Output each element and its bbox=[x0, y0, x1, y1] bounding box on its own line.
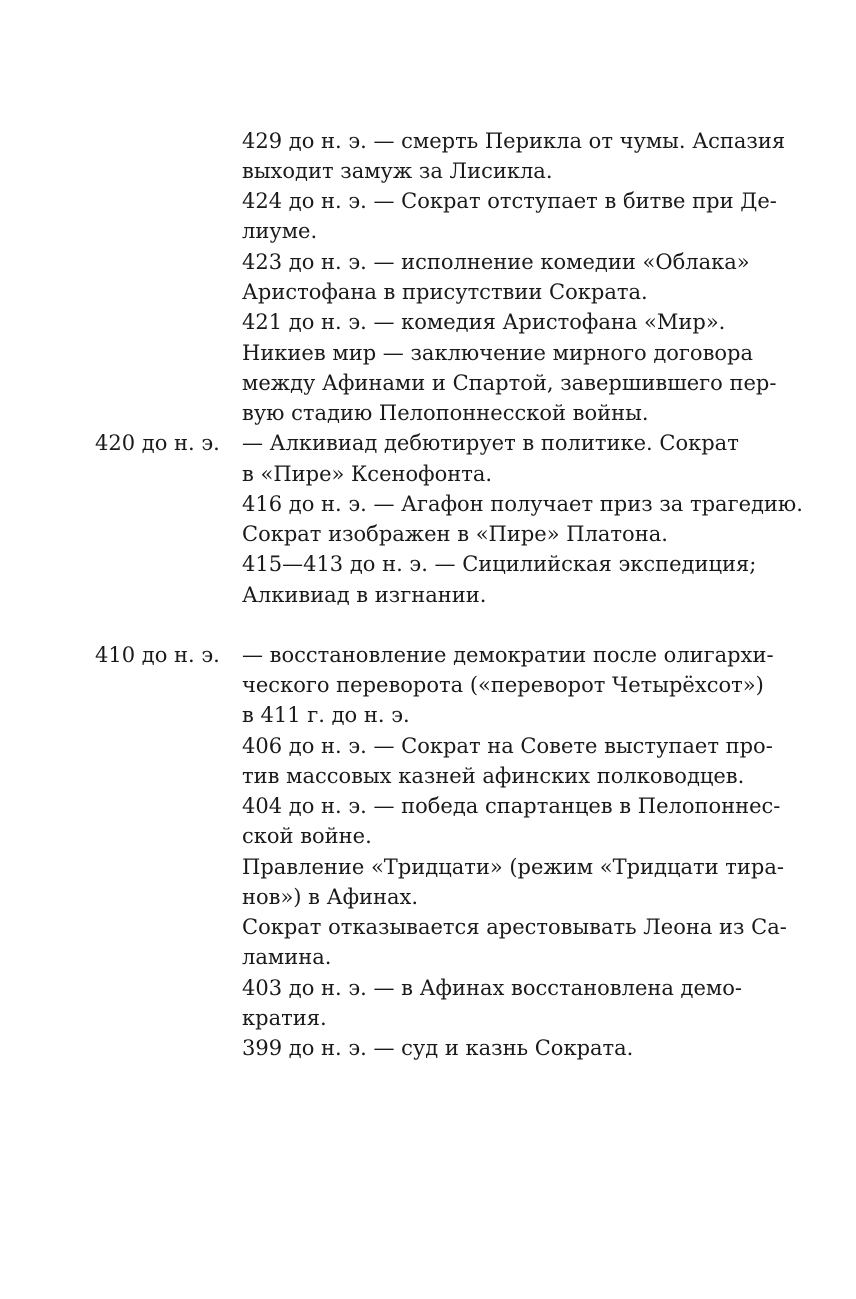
year-label-420: 420 до н. э. bbox=[95, 431, 220, 455]
text-line: кратия. bbox=[242, 1006, 327, 1030]
text-line: между Афинами и Спартой, завершившего пер- bbox=[242, 371, 777, 395]
text-line: ческого переворота («переворот Четырёхсот») bbox=[242, 673, 764, 697]
text-line: 424 до н. э. — Сократ отступает в битве при Де- bbox=[242, 189, 777, 213]
text-line: Никиев мир — заключение мирного договора bbox=[242, 341, 753, 365]
text-line: в «Пире» Ксенофонта. bbox=[242, 462, 493, 486]
text-line: ской войне. bbox=[242, 824, 372, 848]
text-line: в 411 г. до н. э. bbox=[242, 703, 410, 727]
year-label-410: 410 до н. э. bbox=[95, 643, 220, 667]
text-line: Алкивиад в изгнании. bbox=[242, 583, 487, 607]
text-line: 416 до н. э. — Агафон получает приз за трагедию. bbox=[242, 492, 803, 516]
text-line: 403 до н. э. — в Афинах восстановлена демо- bbox=[242, 976, 742, 1000]
text-line: ламина. bbox=[242, 945, 332, 969]
text-line: вую стадию Пелопоннесской войны. bbox=[242, 401, 649, 425]
text-line: 423 до н. э. — исполнение комедии «Облака» bbox=[242, 250, 750, 274]
text-line: выходит замуж за Лисикла. bbox=[242, 159, 553, 183]
text-line: 399 до н. э. — суд и казнь Сократа. bbox=[242, 1036, 634, 1060]
text-line: — Алкивиад дебютирует в политике. Сократ bbox=[242, 431, 739, 455]
text-line: Правление «Тридцати» (режим «Тридцати тира- bbox=[242, 855, 784, 879]
text-line: нов») в Афинах. bbox=[242, 885, 419, 909]
text-line: 406 до н. э. — Сократ на Совете выступает про- bbox=[242, 734, 773, 758]
text-line: Сократ изображен в «Пире» Платона. bbox=[242, 522, 668, 546]
text-line: 429 до н. э. — смерть Перикла от чумы. Аспазия bbox=[242, 129, 786, 153]
text-line: — восстановление демократии после олигархи- bbox=[242, 643, 774, 667]
text-line: Сократ отказывается арестовывать Леона из Са- bbox=[242, 915, 787, 939]
text-line: тив массовых казней афинских полководцев. bbox=[242, 764, 745, 788]
text-line: 404 до н. э. — победа спартанцев в Пелопоннес- bbox=[242, 794, 781, 818]
text-line: Аристофана в присутствии Сократа. bbox=[242, 280, 648, 304]
text-line: 421 до н. э. — комедия Аристофана «Мир». bbox=[242, 310, 726, 334]
text-line: 415—413 до н. э. — Сицилийская экспедиция; bbox=[242, 552, 757, 576]
text-line: лиуме. bbox=[242, 219, 318, 243]
